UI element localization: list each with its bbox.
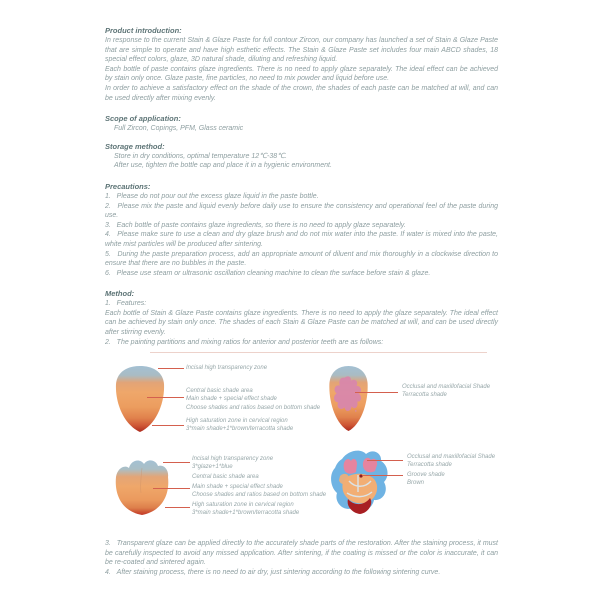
figure-label-line: 3*glaze+1*blue xyxy=(192,464,233,471)
figure-label-line: Terracotta shade xyxy=(402,392,447,399)
figure-label-line: Incisal high transparency zone xyxy=(186,365,268,371)
precaution-item: 6. Please use steam or ultrasonic oscillation cleaning machine to clean the surface before stain & glaze. xyxy=(105,269,431,277)
figure-label-line: Main shade + special effect shade xyxy=(186,396,277,403)
figure-label-line: Occlusal and maxillofacial Shade xyxy=(407,454,496,460)
section-heading-product-introduction: Product introduction: xyxy=(105,26,182,35)
figure-top-divider xyxy=(150,352,487,353)
section-heading-scope: Scope of application: xyxy=(105,114,181,124)
section-heading-method: Method: xyxy=(105,289,135,299)
precaution-item: 4. Please make sure to use a clean and dry glaze brush and do not mix water into the paste. If water is mixed into the paste, white mist particles will be produced after sintering. xyxy=(105,231,498,248)
figure-label-line: Groove shade xyxy=(407,472,445,478)
figure-label-line: Incisal high transparency zone xyxy=(192,456,274,462)
precaution-item: 5. During the paste preparation process, add an appropriate amount of diluent and mix thoroughly in a clockwise direction to ensure that there are no bubbles in the paste. xyxy=(105,250,498,268)
figure-label-line: High saturation zone in cervical region xyxy=(186,418,288,424)
figure-label-cervical-zone xyxy=(186,417,293,434)
document-body xyxy=(105,26,498,347)
figure-label-line: Terracotta shade xyxy=(407,462,452,469)
closing-item-4: 4. After staining process, there is no need to air dry, just sintering according to the following sintering curve. xyxy=(105,568,441,576)
precaution-item: 3. Each bottle of paste contains glaze ingredients, so there is no need to apply glaze separately. xyxy=(105,221,406,229)
intro-paragraph-2: Each bottle of paste contains glaze ingredients. There is no need to apply glaze separately. The ideal effect can be achieved by stain only once. Glaze paste, fine particles, no need to mix powder and liquid before use. xyxy=(105,65,498,83)
leader-line xyxy=(355,392,398,393)
closing-notes xyxy=(105,539,498,577)
terracotta-shade-patch xyxy=(344,459,357,474)
scope-body: Full Zircon, Copings, PFM, Glass ceramic xyxy=(114,125,244,133)
method-item-2: 2. The painting partitions and mixing ratios for anterior and posterior teeth are as follows: xyxy=(105,338,384,346)
section-heading-precautions: Precautions: xyxy=(105,181,151,191)
figure-label-line: Central basic shade area xyxy=(192,474,259,480)
figure-label-incisal-zone xyxy=(186,364,267,372)
figure-label-central-zone xyxy=(186,387,320,412)
figure-label-occlusal-shade xyxy=(407,453,495,470)
anterior-tooth-lingual-illustration xyxy=(327,365,370,432)
figure-label-occlusal-shade xyxy=(402,383,490,400)
leader-line xyxy=(367,460,403,461)
painting-partition-figure xyxy=(0,350,600,550)
method-features-body: Each bottle of Stain & Glaze Paste contains glaze ingredients. There is no need to apply the glaze separately. The ideal effect can be achieved by stain only once. The shades of each Stain & Glaze Paste can be matched at will, and can be used directly after stirring evenly. xyxy=(105,309,498,337)
intro-paragraph-1: In response to the current Stain & Glaze Paste for full contour Zircon, our company has launched a set of Stain & Glaze Paste that are simple to operate and have high esthetic effects. The Stain & Glaze Paste set includes four main ABCD shades, 18 special effect colors, glaze, 3D natural shade, diluting and refreshing liquid. xyxy=(105,37,498,64)
figure-label-incisal-zone xyxy=(192,455,273,472)
figure-label-line: 3*main shade+1*brown/terracotta shade xyxy=(186,426,294,433)
posterior-tooth-buccal-illustration xyxy=(112,455,172,517)
figure-label-line: 3*main shade+1*brown/terracotta shade xyxy=(192,510,300,517)
figure-label-line: Central basic shade area xyxy=(186,388,253,394)
leader-line xyxy=(158,368,184,369)
precaution-item: 1. Please do not pour out the excess glaze liquid in the paste bottle. xyxy=(105,192,319,200)
figure-label-main-shade xyxy=(192,483,326,500)
intro-paragraph-3: In order to achieve a satisfactory effect on the shade of the crown, the shades of each paste can be matched at will, and can be used directly after mixing evenly. xyxy=(105,84,498,102)
figure-label-line: Choose shades and ratios based on bottom shade xyxy=(192,492,327,499)
leader-line xyxy=(147,397,184,398)
figure-label-line: Brown xyxy=(407,480,425,487)
leader-line xyxy=(165,507,190,508)
method-item-1: 1. Features: xyxy=(105,300,147,308)
section-heading-storage: Storage method: xyxy=(105,141,165,151)
leader-line xyxy=(163,462,190,463)
leader-line xyxy=(152,425,184,426)
storage-line-2: After use, tighten the bottle cap and place it in a hygienic environment. xyxy=(114,162,332,170)
figure-label-cervical-zone xyxy=(192,501,299,518)
figure-label-central-zone xyxy=(192,473,259,481)
precaution-item: 2. Please mix the paste and liquid evenly before daily use to ensure the consistency and operational feel of the paste during use. xyxy=(105,202,498,220)
figure-label-line: High saturation zone in cervical region xyxy=(192,502,294,508)
figure-label-groove-shade xyxy=(407,471,445,488)
closing-item-3: 3. Transparent glaze can be applied directly to the accurately shade parts of the restoration. After the staining process, it must be carefully inspected to avoid any missed application. After sintering, if the coating is missed or the color is inaccurate, it can be re-coated and sintered again. xyxy=(105,540,498,567)
figure-label-line: Occlusal and maxillofacial Shade xyxy=(402,384,491,390)
storage-line-1: Store in dry conditions, optimal temperature 12℃-38℃. xyxy=(114,152,287,160)
figure-label-line: Main shade + special effect shade xyxy=(192,484,283,490)
leader-line xyxy=(363,475,403,476)
leader-line xyxy=(153,488,190,489)
posterior-tooth-occlusal-illustration xyxy=(327,448,390,517)
anterior-tooth-front-illustration xyxy=(113,365,167,433)
figure-label-line: Choose shades and ratios based on bottom shade xyxy=(186,404,321,411)
